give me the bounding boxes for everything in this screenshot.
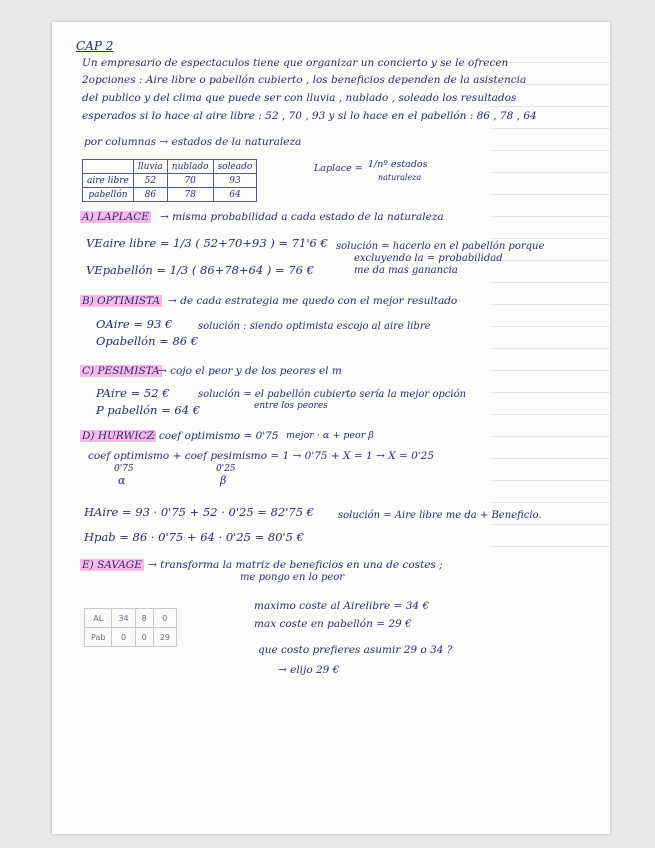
optimista-eq-aire: OAire = 93 €	[96, 317, 173, 331]
table-cell: 0	[135, 628, 153, 647]
hurwicz-aire: HAire = 93 · 0'75 + 52 · 0'25 = 82'75 €	[84, 505, 314, 519]
table-cell: 29	[153, 628, 176, 647]
laplace-desc: → misma probabilidad a cada estado de la naturaleza	[160, 211, 444, 223]
table-cell: AL	[85, 609, 112, 628]
savage-line-4: → elijo 29 €	[278, 664, 340, 676]
optimista-heading	[80, 295, 162, 308]
hurwicz-solution: solución = Aire libre me da + Beneficio.	[338, 510, 542, 521]
table-row	[85, 628, 177, 647]
table-cell: 8	[135, 609, 153, 628]
table-cell: 86	[133, 188, 167, 202]
page-title: CAP 2	[76, 39, 114, 53]
laplace-eq-aire: VEaire libre = 1/3 ( 52+70+93 ) = 71'6 €	[86, 236, 328, 250]
table-cell: 0	[153, 609, 176, 628]
optimista-eq-pabellon: Opabellón = 86 €	[96, 334, 199, 348]
table-cell: 0	[112, 628, 135, 647]
hurwicz-pabellon: Hpab = 86 · 0'75 + 64 · 0'25 = 80'5 €	[84, 530, 304, 544]
columns-note: por columnas → estados de la naturaleza	[84, 136, 302, 148]
intro-line-1: Un empresario de espectaculos tiene que organizar un concierto y se le ofrecen	[82, 57, 509, 69]
hurwicz-desc: : coef optimismo = 0'75	[152, 430, 279, 442]
optimista-solution: solución : siendo optimista escojo al aire libre	[198, 321, 431, 332]
table-cell: aire libre	[83, 174, 134, 188]
pesimista-solution-1: solución = el pabellón cubierto sería la mejor opción	[198, 389, 467, 400]
beta-value: 0'25	[216, 464, 236, 474]
laplace-note-label: Laplace =	[314, 163, 363, 174]
laplace-heading-text: A) LAPLACE	[82, 211, 149, 223]
table-header-soleado: soleado	[213, 160, 257, 174]
pesimista-solution-2: entre los peores	[254, 401, 328, 411]
table-row	[83, 174, 257, 188]
payoff-table	[82, 159, 257, 202]
pesimista-heading-text: C) PESIMISTA	[82, 365, 160, 377]
laplace-note-sub: naturaleza	[378, 173, 422, 182]
laplace-note-formula: 1/nº estados	[368, 159, 428, 170]
intro-line-4: esperados si lo hace al aire libre : 52 , 70 , 93 y si lo hace en el pabellón : 86 , 78 , 64	[82, 110, 537, 122]
laplace-heading	[80, 211, 151, 224]
table-cell: 64	[213, 188, 257, 202]
savage-desc: → transforma la matriz de beneficios en una de costes ;	[148, 559, 443, 571]
savage-line-2: max coste en pabellón = 29 €	[254, 618, 412, 630]
savage-desc-2: me pongo en lo peor	[240, 572, 345, 583]
table-header-empty	[83, 160, 134, 174]
savage-line-3: que costo prefieres asumir 29 o 34 ?	[258, 644, 453, 656]
alpha-value: 0'75	[114, 464, 134, 474]
laplace-solution-1: solución = hacerlo en el pabellón porque	[336, 241, 545, 252]
table-row	[83, 188, 257, 202]
hurwicz-note: mejor · α + peor β	[286, 430, 374, 441]
hurwicz-heading	[80, 430, 156, 443]
table-cell: Pab	[85, 628, 112, 647]
pesimista-desc: → cojo el peor y de los peores el m	[158, 365, 342, 377]
laplace-solution-2: excluyendo la = probabilidad	[354, 253, 503, 264]
intro-line-3: del publico y del clima que puede ser con lluvia , nublado , soleado los resultados	[82, 92, 517, 104]
table-header-lluvia: lluvia	[133, 160, 167, 174]
laplace-eq-pabellon: VEpabellón = 1/3 ( 86+78+64 ) = 76 €	[86, 263, 314, 277]
table-row	[85, 609, 177, 628]
hurwicz-equation: coef optimismo + coef pesimismo = 1 → 0'75 + X = 1 → X = 0'25	[88, 450, 435, 462]
savage-heading-text: E) SAVAGE	[82, 559, 142, 571]
alpha-symbol: α	[118, 474, 126, 487]
intro-line-2: 2opciones : Aire libre o pabellón cubierto , los beneficios dependen de la asistencia	[82, 74, 527, 86]
table-header-nublado: nublado	[167, 160, 213, 174]
laplace-solution-3: me da mas ganancia	[354, 265, 458, 276]
hurwicz-heading-text: D) HURWICZ	[82, 430, 154, 442]
table-cell: 93	[213, 174, 257, 188]
pesimista-eq-aire: PAire = 52 €	[96, 386, 170, 400]
table-cell: 34	[112, 609, 135, 628]
beta-symbol: β	[220, 474, 227, 487]
optimista-desc: → de cada estrategia me quedo con el mejor resultado	[168, 295, 458, 307]
savage-heading	[80, 559, 144, 572]
pesimista-eq-pabellon: P pabellón = 64 €	[96, 403, 201, 417]
table-cell: 78	[167, 188, 213, 202]
table-cell: 70	[167, 174, 213, 188]
show-through	[490, 62, 610, 562]
savage-line-1: maximo coste al Airelibre = 34 €	[254, 600, 430, 612]
regret-table	[84, 608, 177, 647]
notebook-page	[52, 22, 610, 834]
optimista-heading-text: B) OPTIMISTA	[82, 295, 161, 307]
pesimista-heading	[80, 365, 162, 378]
table-cell: pabellón	[83, 188, 134, 202]
table-cell: 52	[133, 174, 167, 188]
